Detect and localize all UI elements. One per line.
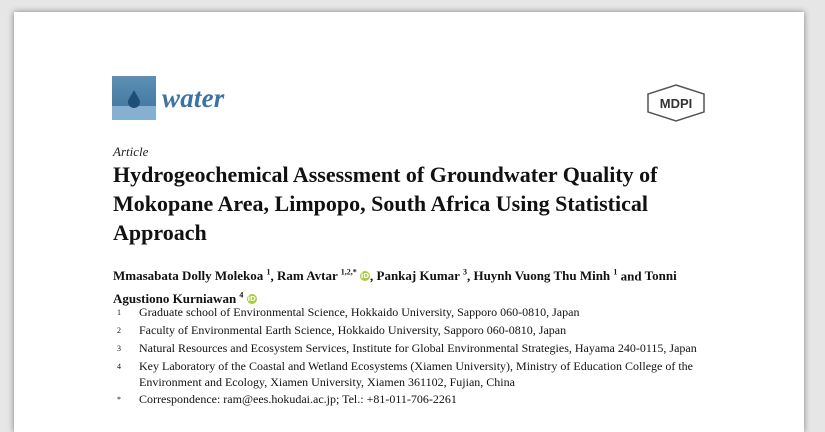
author[interactable]: Ram Avtar $^{1,2,*}$ iD	[276, 268, 370, 284]
affiliation-text: Natural Resources and Ecosystem Services, Institute for Global Environmental Strategies, Hayama 240-0115, Japan	[139, 341, 697, 355]
affiliation-text: Faculty of Environmental Earth Science, Hokkaido University, Sapporo 060-0810, Japan	[139, 323, 567, 337]
orcid-icon[interactable]: iD	[360, 272, 370, 281]
affiliation-number: 4	[117, 362, 121, 371]
water-drop-icon	[112, 76, 156, 120]
author[interactable]: Huynh Vuong Thu Minh $^1$	[473, 268, 618, 284]
affiliation-item	[117, 358, 737, 390]
correspondence-item	[117, 391, 737, 408]
author-list: Mmasabata Dolly Molekoa $^1$, Ram Avtar $^{1,2,*}$ iD, Pankaj Kumar $^3$, Huynh Vuong Thu Minh $^1$ and Tonni Agustiono Kurniawan $^4$ iD	[113, 268, 677, 306]
affiliation-number: 1	[117, 308, 121, 317]
affiliation-item	[117, 340, 737, 357]
pdf-page	[14, 12, 804, 432]
affiliation-item	[117, 304, 737, 321]
article-type: Article	[113, 144, 149, 159]
affiliation-number: 2	[117, 326, 121, 335]
affiliation-item	[117, 322, 737, 339]
journal-logo	[112, 76, 225, 120]
correspondence-text[interactable]: Correspondence: ram@ees.hokudai.ac.jp; Tel.: +81-011-706-2261	[139, 392, 457, 406]
affiliation-text: Key Laboratory of the Coastal and Wetland Ecosystems (Xiamen University), Ministry of Education College of the Environment and Ecology, Xiamen University, Xiamen 361102, Fujian, China	[139, 359, 694, 389]
affiliation-text: Graduate school of Environmental Science, Hokkaido University, Sapporo 060-0810, Japan	[139, 305, 580, 319]
affiliation-number: 3	[117, 344, 121, 353]
author[interactable]: Tonni Agustiono Kurniawan $^4$ iD	[113, 268, 677, 306]
affiliation-list	[117, 304, 737, 409]
article-title: Hydrogeochemical Assessment of Groundwater Quality of Mokopane Area, Limpopo, South Africa Using Statistical Approach	[113, 162, 658, 245]
journal-name: water	[162, 82, 225, 113]
author[interactable]: Mmasabata Dolly Molekoa $^1$	[113, 268, 271, 284]
mdpi-logo	[646, 84, 706, 122]
publisher-name: MDPI	[659, 96, 693, 111]
affiliation-number: *	[117, 395, 121, 404]
orcid-icon[interactable]: iD	[247, 294, 256, 303]
author[interactable]: Pankaj Kumar $^3$	[376, 268, 467, 284]
